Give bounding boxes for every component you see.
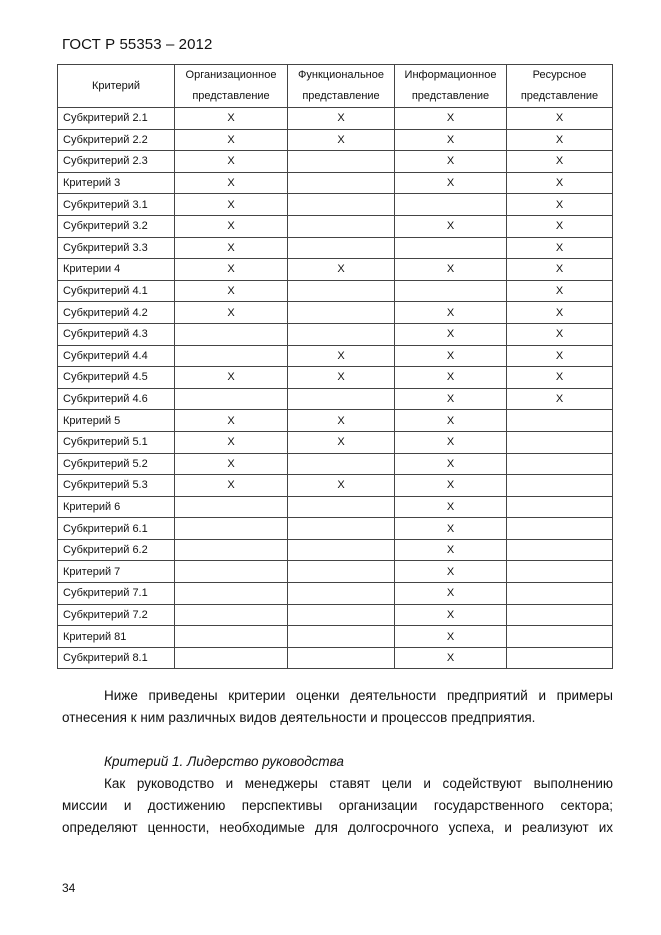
mark-cell: X [175, 259, 288, 281]
criterion-name-cell: Субкритерий 4.2 [58, 302, 175, 324]
mark-cell [175, 604, 288, 626]
mark-cell: X [507, 237, 613, 259]
mark-cell: X [288, 345, 395, 367]
mark-cell: X [395, 431, 507, 453]
table-row [58, 388, 613, 410]
mark-cell [507, 647, 613, 669]
column-header-line2: представление [520, 90, 599, 102]
mark-cell: X [507, 388, 613, 410]
mark-cell: X [507, 215, 613, 237]
mark-cell: X [175, 302, 288, 324]
table-row [58, 626, 613, 648]
mark-cell [175, 496, 288, 518]
criterion-heading: Критерий 1. Лидерство руководства [104, 754, 344, 769]
mark-cell [288, 280, 395, 302]
mark-cell [507, 453, 613, 475]
mark-cell: X [175, 215, 288, 237]
mark-cell: X [395, 496, 507, 518]
column-header-criterion [58, 65, 175, 108]
mark-cell [507, 583, 613, 605]
column-header-line2: представление [411, 90, 490, 102]
criterion-name-cell: Субкритерий 3.2 [58, 215, 175, 237]
column-header-organizational [175, 65, 288, 108]
mark-cell: X [507, 323, 613, 345]
mark-cell: X [175, 194, 288, 216]
mark-cell [175, 518, 288, 540]
mark-cell [507, 539, 613, 561]
mark-cell: X [395, 604, 507, 626]
mark-cell: X [395, 323, 507, 345]
mark-cell: X [395, 561, 507, 583]
criterion-name-cell: Субкритерий 6.1 [58, 518, 175, 540]
mark-cell: X [288, 367, 395, 389]
mark-cell: X [395, 172, 507, 194]
column-header-resource [507, 65, 613, 108]
mark-cell: X [395, 215, 507, 237]
mark-cell: X [175, 280, 288, 302]
mark-cell [175, 647, 288, 669]
table-row [58, 129, 613, 151]
mark-cell [395, 237, 507, 259]
criterion-name-cell: Субкритерий 8.1 [58, 647, 175, 669]
mark-cell: X [395, 453, 507, 475]
column-header-line1: Ресурсное [532, 69, 587, 81]
mark-cell [288, 583, 395, 605]
column-header-line1: Информационное [404, 69, 497, 81]
mark-cell: X [507, 345, 613, 367]
table-row [58, 194, 613, 216]
mark-cell [288, 539, 395, 561]
criterion-name-cell: Субкритерий 7.1 [58, 583, 175, 605]
table-row [58, 280, 613, 302]
criterion-name-cell: Субкритерий 3.3 [58, 237, 175, 259]
table-row [58, 345, 613, 367]
mark-cell: X [507, 108, 613, 130]
mark-cell: X [395, 151, 507, 173]
mark-cell [507, 431, 613, 453]
mark-cell [288, 323, 395, 345]
criteria-table [57, 64, 613, 669]
table-row [58, 431, 613, 453]
mark-cell: X [507, 302, 613, 324]
table-header-row [58, 65, 613, 108]
criterion-name-cell: Субкритерий 2.3 [58, 151, 175, 173]
mark-cell [507, 496, 613, 518]
criterion-name-cell: Субкритерий 7.2 [58, 604, 175, 626]
table-row [58, 518, 613, 540]
mark-cell [288, 388, 395, 410]
criterion-name-cell: Критерий 3 [58, 172, 175, 194]
mark-cell: X [175, 237, 288, 259]
column-header-line1: Функциональное [298, 69, 384, 81]
table-row [58, 215, 613, 237]
column-header-line1: Критерий [91, 79, 141, 92]
mark-cell: X [395, 388, 507, 410]
criterion-name-cell: Субкритерий 4.5 [58, 367, 175, 389]
table-row [58, 151, 613, 173]
criterion-name-cell: Субкритерий 4.3 [58, 323, 175, 345]
criterion-name-cell: Критерий 6 [58, 496, 175, 518]
mark-cell: X [288, 475, 395, 497]
table-row [58, 367, 613, 389]
mark-cell [175, 388, 288, 410]
mark-cell [288, 215, 395, 237]
mark-cell [395, 280, 507, 302]
mark-cell: X [395, 302, 507, 324]
mark-cell: X [395, 539, 507, 561]
mark-cell: X [175, 475, 288, 497]
table-row [58, 323, 613, 345]
table-row [58, 108, 613, 130]
mark-cell: X [507, 194, 613, 216]
mark-cell [288, 172, 395, 194]
document-header: ГОСТ Р 55353 – 2012 [62, 36, 213, 53]
mark-cell: X [175, 151, 288, 173]
criterion-name-cell: Критерий 81 [58, 626, 175, 648]
criterion-name-cell: Субкритерий 3.1 [58, 194, 175, 216]
criterion-name-cell: Субкритерий 5.2 [58, 453, 175, 475]
paragraph-line: миссии и достижению перспективы организации государственного сектора; [62, 798, 613, 813]
mark-cell: X [175, 367, 288, 389]
mark-cell: X [175, 453, 288, 475]
mark-cell [288, 626, 395, 648]
mark-cell: X [175, 108, 288, 130]
mark-cell: X [507, 259, 613, 281]
mark-cell [288, 561, 395, 583]
page-number: 34 [62, 881, 76, 895]
mark-cell [175, 323, 288, 345]
column-header-line1: Организационное [185, 69, 277, 81]
mark-cell [288, 518, 395, 540]
table-row [58, 539, 613, 561]
table-row [58, 237, 613, 259]
mark-cell [175, 583, 288, 605]
criterion-name-cell: Субкритерий 2.1 [58, 108, 175, 130]
paragraph-line: Как руководство и менеджеры ставят цели и содействуют выполнению [104, 776, 613, 791]
mark-cell [288, 604, 395, 626]
mark-cell: X [395, 475, 507, 497]
mark-cell: X [507, 280, 613, 302]
mark-cell [288, 647, 395, 669]
table-row [58, 496, 613, 518]
criterion-name-cell: Критерии 4 [58, 259, 175, 281]
intro-paragraph [62, 685, 613, 729]
mark-cell: X [288, 410, 395, 432]
criterion-name-cell: Субкритерий 6.2 [58, 539, 175, 561]
criterion-name-cell: Субкритерий 4.1 [58, 280, 175, 302]
mark-cell [507, 518, 613, 540]
column-header-functional [288, 65, 395, 108]
mark-cell [507, 410, 613, 432]
criterion-name-cell: Субкритерий 5.1 [58, 431, 175, 453]
mark-cell: X [395, 367, 507, 389]
column-header-informational [395, 65, 507, 108]
table-row [58, 561, 613, 583]
criterion-name-cell: Субкритерий 4.6 [58, 388, 175, 410]
mark-cell: X [395, 626, 507, 648]
mark-cell [288, 151, 395, 173]
mark-cell: X [395, 410, 507, 432]
mark-cell: X [395, 518, 507, 540]
table-row [58, 647, 613, 669]
mark-cell [288, 237, 395, 259]
mark-cell: X [507, 172, 613, 194]
mark-cell [288, 453, 395, 475]
mark-cell: X [175, 410, 288, 432]
table-row [58, 259, 613, 281]
mark-cell: X [395, 259, 507, 281]
criterion-name-cell: Субкритерий 5.3 [58, 475, 175, 497]
mark-cell [175, 345, 288, 367]
mark-cell [395, 194, 507, 216]
mark-cell: X [395, 345, 507, 367]
paragraph-line: Ниже приведены критерии оценки деятельности предприятий и примеры [104, 688, 613, 703]
table-body [58, 108, 613, 669]
table-row [58, 172, 613, 194]
mark-cell: X [288, 108, 395, 130]
mark-cell: X [175, 129, 288, 151]
mark-cell: X [395, 647, 507, 669]
criterion-name-cell: Субкритерий 4.4 [58, 345, 175, 367]
criterion-paragraph [62, 773, 613, 839]
mark-cell: X [288, 129, 395, 151]
column-header-line2: представление [192, 90, 270, 102]
table-row [58, 302, 613, 324]
table-row [58, 453, 613, 475]
criterion-name-cell: Субкритерий 2.2 [58, 129, 175, 151]
mark-cell [507, 626, 613, 648]
mark-cell [507, 604, 613, 626]
column-header-line2: представление [302, 90, 380, 102]
mark-cell: X [288, 431, 395, 453]
mark-cell [175, 539, 288, 561]
paragraph-line: отнесения к ним различных видов деятельности и процессов предприятия. [62, 710, 536, 725]
criterion-name-cell: Критерий 7 [58, 561, 175, 583]
mark-cell [288, 496, 395, 518]
mark-cell: X [507, 129, 613, 151]
criterion-heading-block [62, 751, 613, 773]
criterion-name-cell: Критерий 5 [58, 410, 175, 432]
mark-cell: X [507, 367, 613, 389]
mark-cell: X [395, 108, 507, 130]
mark-cell: X [395, 129, 507, 151]
mark-cell [175, 626, 288, 648]
mark-cell: X [175, 431, 288, 453]
table-row [58, 604, 613, 626]
mark-cell [507, 561, 613, 583]
table-row [58, 410, 613, 432]
mark-cell [288, 302, 395, 324]
mark-cell: X [175, 172, 288, 194]
table-row [58, 475, 613, 497]
mark-cell: X [507, 151, 613, 173]
mark-cell: X [288, 259, 395, 281]
paragraph-line: определяют ценности, необходимые для долгосрочного успеха, и реализуют их [62, 820, 613, 835]
table-row [58, 583, 613, 605]
mark-cell [507, 475, 613, 497]
mark-cell [175, 561, 288, 583]
mark-cell [288, 194, 395, 216]
mark-cell: X [395, 583, 507, 605]
